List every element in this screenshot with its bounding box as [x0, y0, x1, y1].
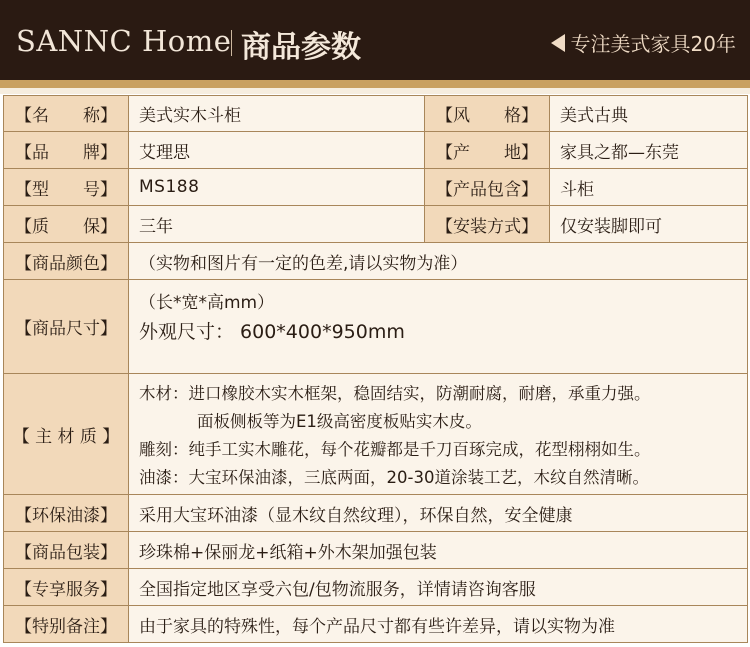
brand-logo-text: SANNC Home: [16, 24, 232, 58]
pack-label: 【商品包装】: [4, 532, 129, 569]
paint-value: 采用大宝环油漆（显木纹自然纹理），环保自然，安全健康: [129, 495, 748, 532]
note-value: 由于家具的特殊性，每个产品尺寸都有些许差异，请以实物为准: [129, 606, 748, 643]
table-row: [4, 132, 748, 169]
title-divider: [231, 30, 232, 56]
name-label: 【名 称】: [4, 96, 129, 132]
brand-label: 【品 牌】: [4, 132, 129, 169]
gold-band: [0, 80, 750, 88]
table-row: [4, 243, 748, 280]
warranty-value: 三年: [129, 206, 425, 243]
table-row: [4, 374, 748, 495]
table-row: [4, 280, 748, 374]
table-row: [4, 569, 748, 606]
size-cell: [129, 280, 748, 374]
table-row: [4, 206, 748, 243]
light-band: [0, 88, 750, 94]
install-label: 【安装方式】: [425, 206, 550, 243]
color-label: 【商品颜色】: [4, 243, 129, 280]
origin-label: 【产 地】: [425, 132, 550, 169]
note-label: 【特别备注】: [4, 606, 129, 643]
material-cell: [129, 374, 748, 495]
service-label: 【专享服务】: [4, 569, 129, 606]
material-line: 雕刻：纯手工实木雕花，每个花瓣都是千刀百琢完成，花型栩栩如生。: [139, 440, 651, 459]
package-value: 斗柜: [550, 169, 748, 206]
table-row: [4, 532, 748, 569]
model-value: MS188: [129, 169, 425, 206]
size-label: 【商品尺寸】: [4, 280, 129, 374]
name-value: 美式实木斗柜: [129, 96, 425, 132]
service-value: 全国指定地区享受六包/包物流服务，详情请咨询客服: [129, 569, 748, 606]
params-table: [3, 95, 748, 643]
style-value: 美式古典: [550, 96, 748, 132]
origin-value: 家具之都—东莞: [550, 132, 748, 169]
table-row: [4, 606, 748, 643]
table-row: [4, 169, 748, 206]
slogan: [551, 28, 736, 57]
warranty-label: 【质 保】: [4, 206, 129, 243]
paint-label: 【环保油漆】: [4, 495, 129, 532]
material-line: 面板侧板等为E1级高密度板贴实木皮。: [197, 412, 482, 431]
install-value: 仅安装脚即可: [550, 206, 748, 243]
package-label: 【产品包含】: [425, 169, 550, 206]
table-row: [4, 96, 748, 132]
header-bar: [0, 0, 750, 80]
color-value: （实物和图片有一定的色差,请以实物为准）: [129, 243, 748, 280]
material-line: 木材：进口橡胶木实木框架，稳固结实，防潮耐腐，耐磨，承重力强。: [139, 384, 651, 403]
size-value: 外观尺寸： 600*400*950mm: [139, 321, 405, 343]
style-label: 【风 格】: [425, 96, 550, 132]
pack-value: 珍珠棉+保丽龙+纸箱+外木架加强包装: [129, 532, 748, 569]
triangle-left-icon: [551, 34, 565, 52]
model-label: 【型 号】: [4, 169, 129, 206]
page-title: 商品参数: [241, 30, 361, 65]
material-line: 油漆：大宝环保油漆，三底两面，20-30道涂装工艺，木纹自然清晰。: [139, 468, 649, 487]
table-row: [4, 495, 748, 532]
material-label: 【 主 材 质 】: [4, 374, 129, 495]
brand-value: 艾理思: [129, 132, 425, 169]
size-unit: （长*宽*高mm）: [139, 293, 275, 313]
slogan-text: 专注美式家具20年: [570, 32, 736, 56]
